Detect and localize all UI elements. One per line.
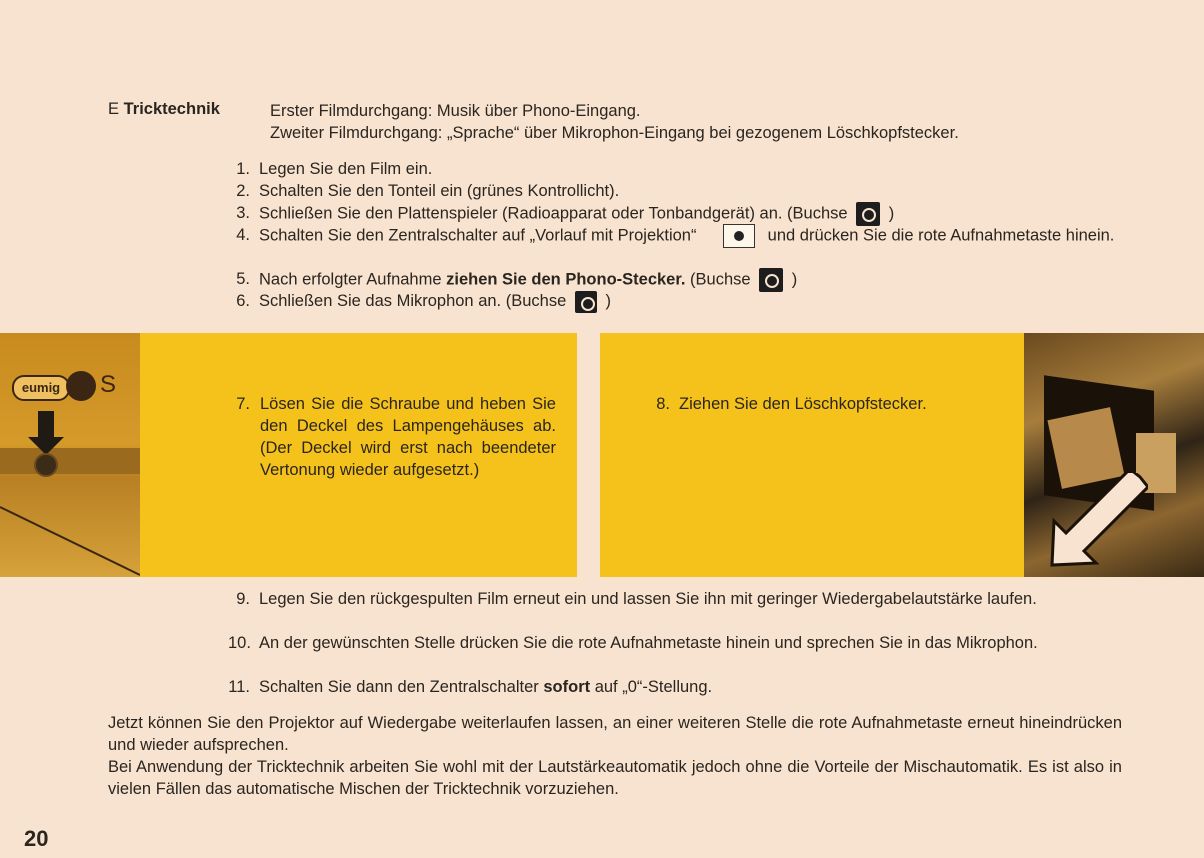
step-text xyxy=(259,202,1124,226)
paragraph-2: Bei Anwendung der Tricktechnik arbeiten Sie wohl mit der Lautstärkeautomatik jedoch ohne die Vorteile der Mischautomatik. Es ist also in vielen Fällen das automatische Mischen der Tricktechnik vorzuziehen. xyxy=(108,758,1122,798)
projection-symbol-icon xyxy=(723,224,755,248)
logo-circle-icon xyxy=(66,371,96,401)
step-text-part: auf „0“-Stellung. xyxy=(594,678,713,696)
step-text xyxy=(259,224,1124,248)
step-number: 9. xyxy=(236,590,250,608)
step-number: 2. xyxy=(236,182,250,200)
step-number: 11. xyxy=(228,678,250,696)
phono-socket-icon xyxy=(759,268,783,292)
step-number: 10. xyxy=(228,634,251,652)
housing-edge xyxy=(0,448,140,474)
logo-suffix: S xyxy=(100,371,117,398)
arrow-down-icon xyxy=(38,411,54,439)
step-text-part: ) xyxy=(791,270,798,289)
step-number: 4. xyxy=(236,226,250,244)
projector-screw-photo xyxy=(0,333,140,577)
paragraph-1: Jetzt können Sie den Projektor auf Wiedergabe weiterlaufen lassen, an einer weiteren Stelle die rote Aufnahmetaste erneut hineindrücken und wieder aufsprechen. xyxy=(108,714,1122,754)
step-text: Schalten Sie den Tonteil ein (grünes Kontrollicht). xyxy=(259,182,620,200)
section-title: Tricktechnik xyxy=(123,100,220,118)
step-text xyxy=(259,268,1124,292)
phono-socket-icon xyxy=(856,202,880,226)
intro-line-1: Erster Filmdurchgang: Musik über Phono-Eingang. xyxy=(270,102,641,120)
screw-icon xyxy=(34,453,58,477)
step-text xyxy=(259,290,1124,313)
microphone-socket-icon xyxy=(575,291,597,313)
step-number: 5. xyxy=(236,270,250,288)
erase-head-plug-photo xyxy=(1024,333,1204,577)
housing-line xyxy=(0,493,140,577)
step-text-part: (Buchse xyxy=(690,270,751,289)
section-letter: E xyxy=(108,100,120,118)
step-text-part: Schalten Sie dann den Zentralschalter xyxy=(259,678,539,696)
step-number: 6. xyxy=(236,292,250,310)
step-text-bold: ziehen Sie den Phono-Stecker. xyxy=(446,270,686,289)
step-text: An der gewünschten Stelle drücken Sie die rote Aufnahmetaste hinein und sprechen Sie in das Mikrophon. xyxy=(259,634,1038,652)
arrow-down-left-icon xyxy=(1048,473,1148,569)
step-text-part: und drücken Sie die rote Aufnahmetaste hinein. xyxy=(767,226,1115,245)
step-text-bold: sofort xyxy=(543,678,591,696)
step-number: 8. xyxy=(656,395,670,413)
step-text-part: Schließen Sie den Plattenspieler (Radioapparat oder Tonbandgerät) an. (Buchse xyxy=(259,204,848,223)
page-number: 20 xyxy=(24,826,49,851)
step-text: Legen Sie den rückgespulten Film erneut ein und lassen Sie ihn mit geringer Wiedergabelautstärke laufen. xyxy=(259,590,1037,608)
intro-line-2: Zweiter Filmdurchgang: „Sprache“ über Mikrophon-Eingang bei gezogenem Löschkopfstecker. xyxy=(270,124,959,142)
section-heading xyxy=(108,100,220,119)
step-number: 7. xyxy=(236,395,250,413)
step-text-part: ) xyxy=(888,204,895,223)
step-text xyxy=(259,676,1124,698)
step-text-part: Nach erfolgter Aufnahme xyxy=(259,270,442,289)
step-number: 3. xyxy=(236,204,250,222)
step-text-part: Schalten Sie den Zentralschalter auf „Vorlauf mit Projektion“ xyxy=(259,226,697,245)
eumig-logo xyxy=(12,375,70,401)
step-text-part: Schließen Sie das Mikrophon an. (Buchse xyxy=(259,292,567,310)
step-text: Lösen Sie die Schraube und heben Sie den Deckel des Lampengehäuses ab. (Der Deckel wird erst nach beendeter Vertonung wieder aufgesetzt.) xyxy=(260,395,556,479)
logo-text: eumig xyxy=(21,380,61,395)
step-text: Legen Sie den Film ein. xyxy=(259,160,433,178)
step-text: Ziehen Sie den Löschkopfstecker. xyxy=(679,395,927,413)
step-text-part: ) xyxy=(605,292,611,310)
step-number: 1. xyxy=(236,160,250,178)
